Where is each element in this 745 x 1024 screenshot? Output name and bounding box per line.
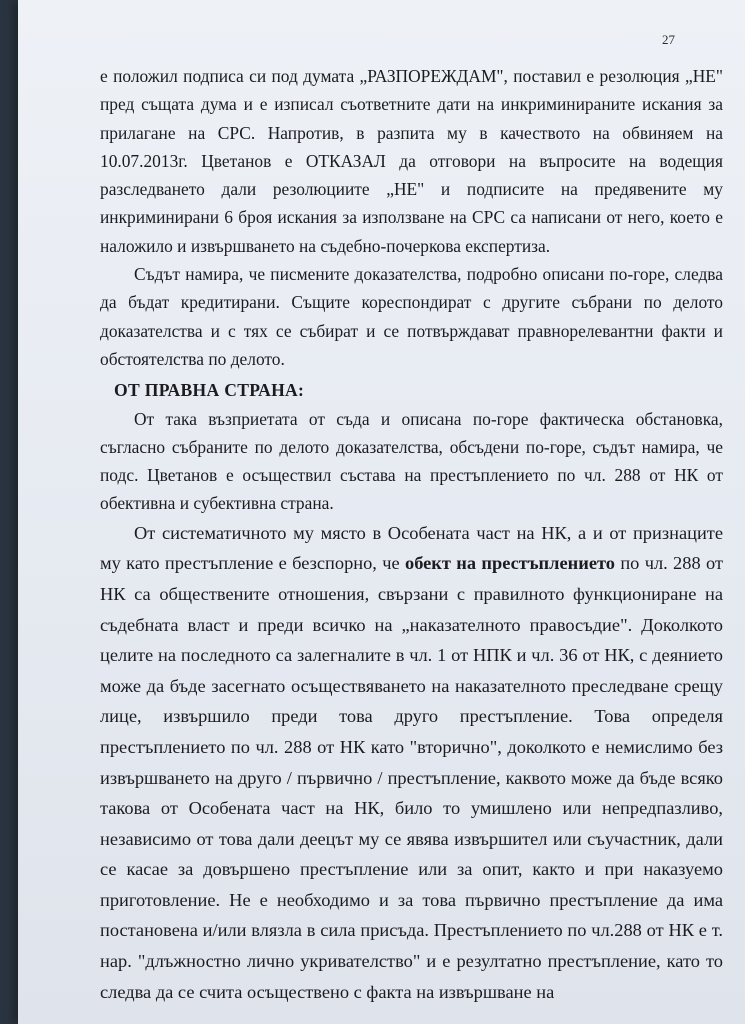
paragraph-4-start: От систематичното му място в Особената част на НК, а и от признаците му като престъпление е безспорно, че	[100, 522, 723, 574]
paragraph-4-rest: по чл. 288 от НК са обществените отношения, свързани с правилното функциониране на съдебната власт и преди всичко на „наказателното правосъдие". Доколкото целите на последното са залегналите в чл. 1 от НПК и чл. 36 от НК, с деянието може да бъде засегнато осъществяването на наказателното преследване срещу лице, извършило преди това друго престъпление. Това определя престъплението по чл. 288 от НК като "вторично", доколкото е немислимо без извършването на друго / първично / престъпление, каквото може да бъде всяко такова от Особената част на НК, било то умишлено или непредпазливо, независимо от това дали деецът му се явява извършител или съучастник, дали се касае за довършено престъпление или за опит, както и при наказуемо приготовление. Не е необходимо и за това първично престъпление да има постановена и/или влязла в сила присъда. Престъплението по чл.288 от НК е т. нар. "длъжностно лично укривателство" и е резултатно престъпление, като то следва да се счита осъществено с факта на извършване на	[100, 553, 723, 1002]
page-number: 27	[662, 32, 675, 47]
document-body	[100, 62, 723, 1007]
section-heading: ОТ ПРАВНА СТРАНА:	[114, 380, 305, 401]
paragraph-1: е положил подписа си под думата „РАЗПОРЕЖДАМ", поставил е резолюция „НЕ" пред същата дума и е изписал съответните дати на инкриминираните искания за прилагане на СРС. Напротив, в разпита му в качеството на обвиняем на 10.07.2013г. Цветанов е ОТКАЗАЛ да отговори на въпросите на водещия разследването дали резолюциите „НЕ" и подписите на предявените му инкриминирани 6 броя искания за използване на СРС са написани от него, което е наложило и извършването на съдебно-почеркова експертиза.	[100, 66, 723, 256]
document-page	[18, 0, 745, 1024]
object-of-crime-bold: обект на престъплението	[405, 553, 615, 574]
paragraph-2: Съдът намира, че писмените доказателства, подробно описани по-горе, следва да бъдат кредитирани. Същите кореспондират с другите събрани по делото доказателства и с тях се събират и се потвърждават правнорелевантни факти и обстоятелства по делото.	[100, 264, 723, 369]
paragraph-4	[100, 518, 723, 1008]
paragraph-3: От така възприетата от съда и описана по-горе фактическа обстановка, съгласно събраните по делото доказателства, обсъдени по-горе, съдът намира, че подс. Цветанов е осъществил състава на престъплението по чл. 288 от НК от обективна и субективна страна.	[100, 408, 723, 514]
